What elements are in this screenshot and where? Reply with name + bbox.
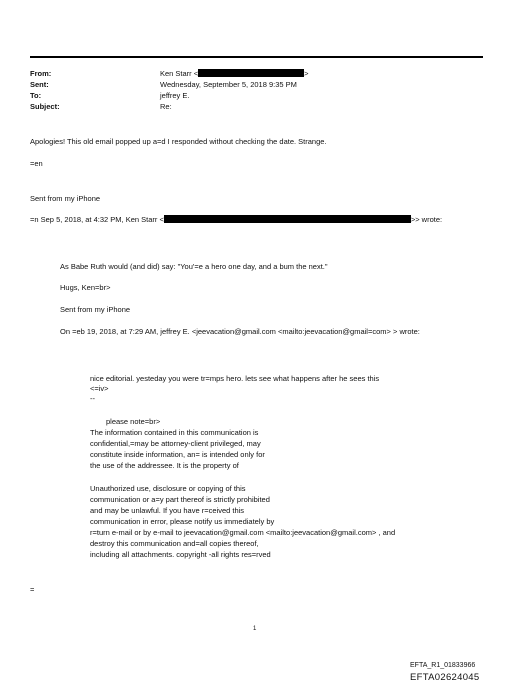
disclaimer-2-line-7: including all attachments. copyright -all rights res=rved: [90, 550, 271, 559]
apology-line: Apologies! This old email popped up a=d I responded without checking the date. Strange.: [30, 137, 327, 146]
dashes-line: --: [90, 394, 95, 403]
signature-1: =en: [30, 159, 43, 168]
disclaimer-1-line-1: The information contained in this communication is: [90, 428, 259, 437]
bates-number-1: EFTA_R1_01833966: [410, 662, 476, 669]
sent-from-1: Sent from my iPhone: [30, 194, 101, 203]
redaction-bar: [198, 69, 304, 77]
sent-value: Wednesday, September 5, 2018 9:35 PM: [160, 80, 297, 89]
disclaimer-2-line-2: communication or a=y part thereof is strictly prohibited: [90, 495, 270, 504]
disclaimer-2-line-3: and may be unlawful. If you have r=ceived this: [90, 506, 245, 515]
from-label: From:: [30, 69, 52, 78]
header-rule: [30, 56, 483, 58]
to-label: To:: [30, 91, 42, 100]
quote-header-1-end: >> wrote:: [410, 215, 443, 224]
quote-header-1: [30, 215, 442, 224]
please-note-line: please note=br>: [106, 417, 161, 426]
quote-header-1-text: =n Sep 5, 2018, at 4:32 PM, Ken Starr <: [30, 215, 164, 224]
subject-label: Subject:: [30, 102, 60, 111]
subject-value: Re:: [160, 102, 172, 111]
disclaimer-1-line-4: the use of the addressee. It is the property of: [90, 461, 239, 470]
from-name: Ken Starr <: [160, 69, 199, 78]
disclaimer-1-line-3: constitute inside information, an= is intended only for: [90, 450, 265, 459]
trailing-mark: =: [30, 585, 35, 594]
to-value: jeffrey E.: [160, 91, 190, 100]
disclaimer-2-line-5: r=turn e-mail or by e-mail to jeevacation@gmail.com <mailto:jeevacation@gmail.com> , and: [90, 528, 396, 537]
hugs-line: Hugs, Ken=br>: [60, 283, 111, 292]
disclaimer-2-line-6: destroy this communication and=all copies thereof,: [90, 539, 259, 548]
disclaimer-2-line-4: communication in error, please notify us immediately by: [90, 517, 275, 526]
page-number: 1: [253, 626, 257, 632]
from-value: [160, 69, 309, 78]
disclaimer-2-line-1: Unauthorized use, disclosure or copying of this: [90, 484, 246, 493]
div-tag-line: <=iv>: [90, 384, 109, 393]
from-close: >: [304, 69, 309, 78]
babe-ruth-line: As Babe Ruth would (and did) say: "You'=e a hero one day, and a bum the next.": [60, 262, 328, 271]
editorial-line: nice editorial. yesteday you were tr=mps hero. lets see what happens after he sees this: [90, 374, 380, 383]
sent-from-2: Sent from my iPhone: [60, 305, 131, 314]
sent-label: Sent:: [30, 80, 49, 89]
disclaimer-1-line-2: confidential,=may be attorney-client privileged, may: [90, 439, 261, 448]
quote-header-2: On =eb 19, 2018, at 7:29 AM, jeffrey E. <jeevacation@gmail.com <mailto:jeevacation@gmail=com> > wrote:: [60, 327, 420, 336]
bates-number-2: EFTA02624045: [410, 672, 480, 683]
redaction-bar: [164, 215, 411, 223]
